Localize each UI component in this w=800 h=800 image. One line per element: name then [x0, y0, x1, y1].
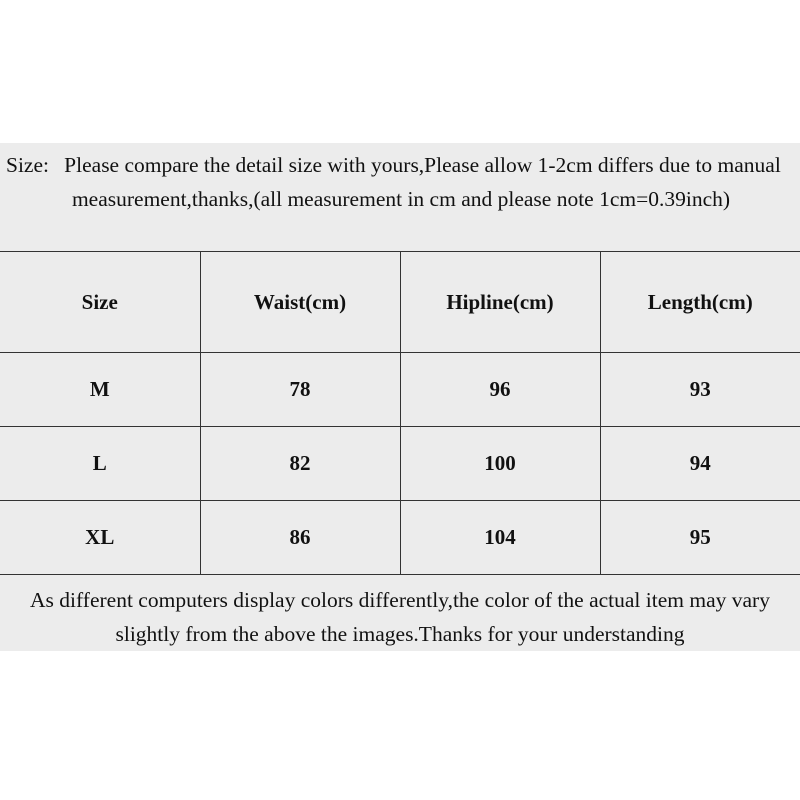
- cell-hipline: 100: [400, 427, 600, 501]
- header-size: Size: [0, 252, 200, 353]
- size-intro-label: Size:: [6, 153, 49, 177]
- size-table: [0, 251, 800, 575]
- cell-hipline: 96: [400, 353, 600, 427]
- cell-length: 94: [600, 427, 800, 501]
- header-length: Length(cm): [600, 252, 800, 353]
- cell-size: XL: [0, 501, 200, 575]
- cell-size: M: [0, 353, 200, 427]
- header-hipline: Hipline(cm): [400, 252, 600, 353]
- table-row: [0, 427, 800, 501]
- cell-waist: 82: [200, 427, 400, 501]
- header-waist: Waist(cm): [200, 252, 400, 353]
- cell-size: L: [0, 427, 200, 501]
- cell-length: 93: [600, 353, 800, 427]
- color-note: As different computers display colors differently,the color of the actual item may vary slightly from the above the images.Thanks for your understanding: [30, 588, 770, 646]
- size-intro: [0, 143, 800, 251]
- size-intro-text: Please compare the detail size with yours,Please allow 1-2cm differs due to manual measurement,thanks,(all measurement in cm and please note 1cm=0.39inch): [64, 153, 781, 211]
- table-header-row: [0, 252, 800, 353]
- cell-waist: 78: [200, 353, 400, 427]
- table-row: [0, 501, 800, 575]
- cell-waist: 86: [200, 501, 400, 575]
- cell-hipline: 104: [400, 501, 600, 575]
- table-row: [0, 353, 800, 427]
- size-chart: [0, 143, 800, 651]
- cell-length: 95: [600, 501, 800, 575]
